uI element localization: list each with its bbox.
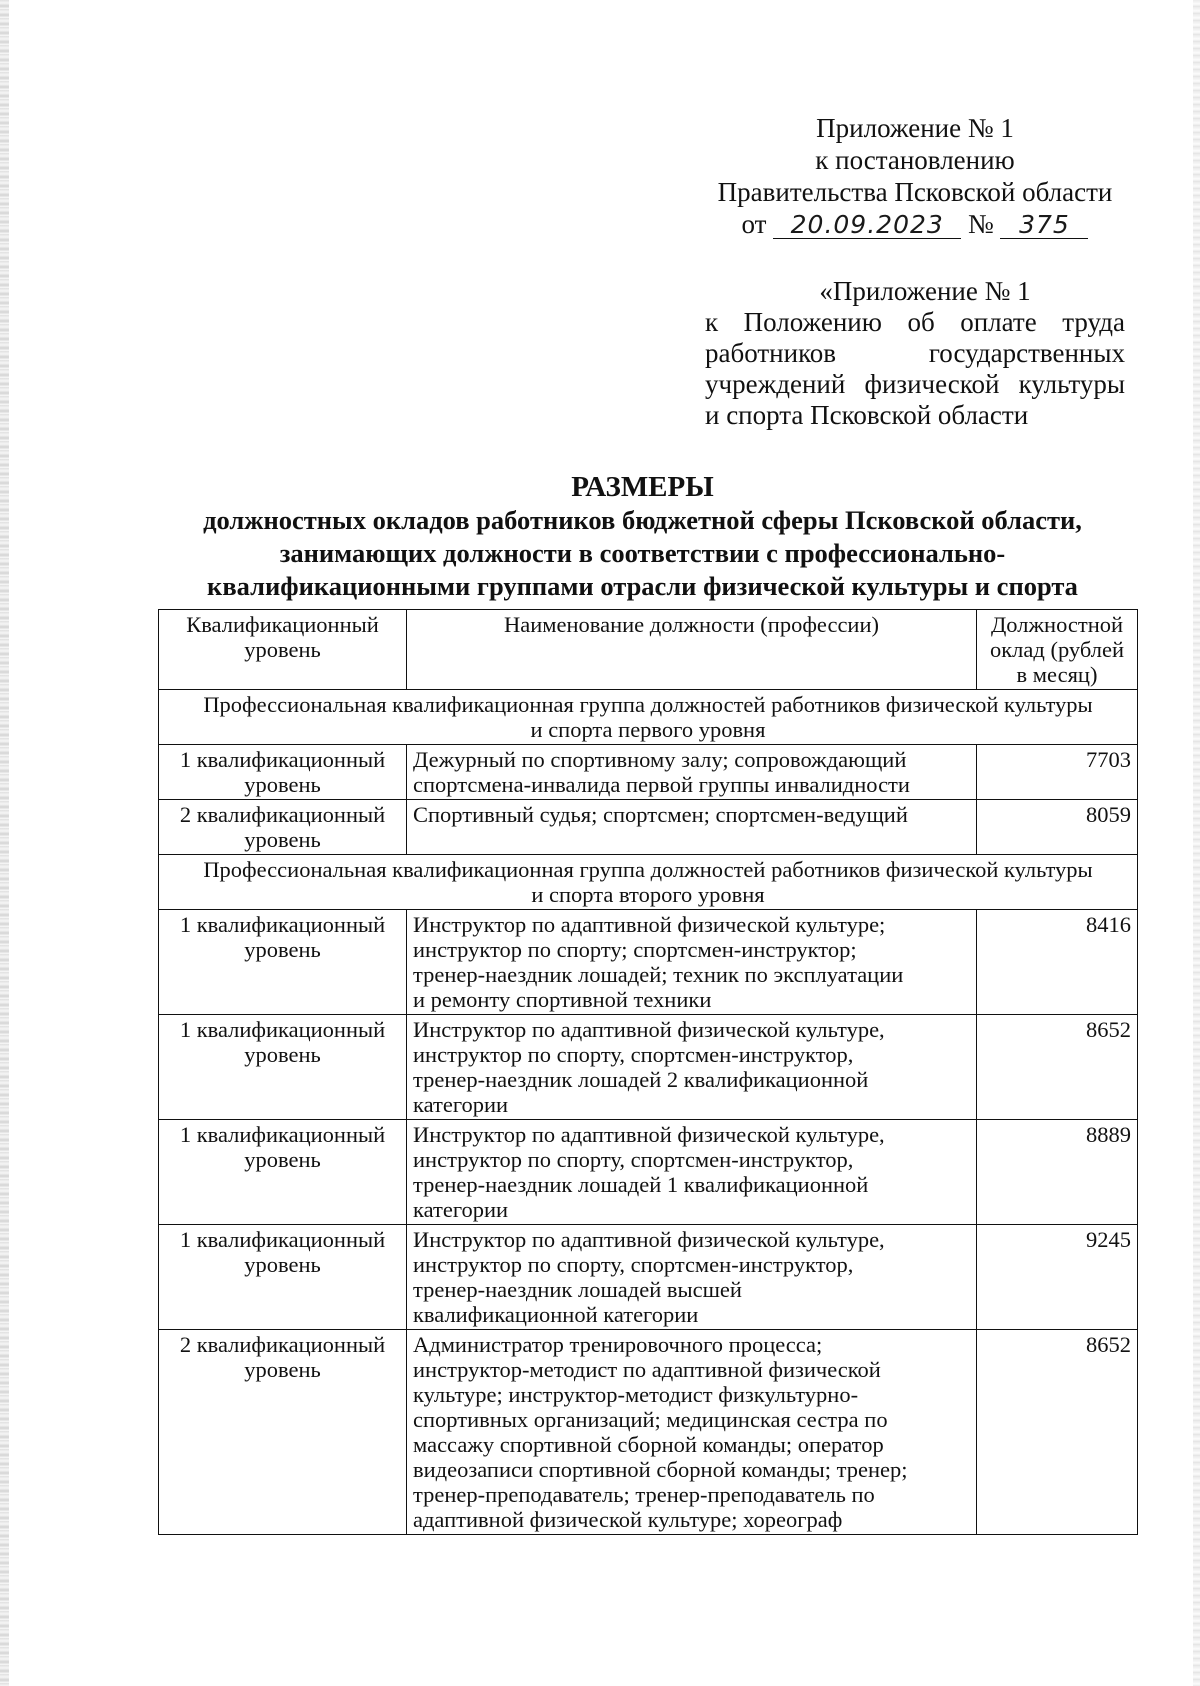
document-title [150, 470, 1135, 603]
regulation-line: и спорта Псковской области [705, 400, 1029, 430]
salary-cell: 8889 [977, 1120, 1138, 1225]
position-cell: Инструктор по адаптивной физической культуре, инструктор по спорту, спортсмен-инструктор, тренер-наездник лошадей высшей квалификационной категории [407, 1225, 977, 1330]
date-prefix: от [741, 209, 767, 239]
appendix-line-1: Приложение № 1 [816, 113, 1014, 143]
header-level: Квалификационный уровень [159, 610, 407, 690]
regulation-reference [705, 276, 1125, 431]
table-row [159, 910, 1138, 1015]
group-title: Профессиональная квалификационная группа должностей работников физической культуры и спорта первого уровня [159, 690, 1138, 745]
level-cell: 1 квалификационный уровень [159, 1015, 407, 1120]
scan-edge-left [0, 0, 9, 1686]
table-row [159, 745, 1138, 800]
table-row [159, 800, 1138, 855]
appendix-date-line [680, 208, 1150, 240]
group-row [159, 855, 1138, 910]
salary-cell: 8652 [977, 1015, 1138, 1120]
title-line: занимающих должности в соответствии с профессионально- [279, 538, 1006, 568]
header-position-name: Наименование должности (профессии) [407, 610, 977, 690]
level-cell: 1 квалификационный уровень [159, 1120, 407, 1225]
salary-cell: 9245 [977, 1225, 1138, 1330]
position-cell: Спортивный судья; спортсмен; спортсмен-ведущий [407, 800, 977, 855]
regulation-line: к Положению об оплате труда [705, 307, 1125, 337]
level-cell: 2 квалификационный уровень [159, 1330, 407, 1535]
table-row [159, 1120, 1138, 1225]
salary-table [158, 609, 1138, 1535]
salary-cell: 8652 [977, 1330, 1138, 1535]
table-row [159, 1225, 1138, 1330]
handwritten-number: 375 [1000, 212, 1088, 239]
appendix-line-3: Правительства Псковской области [717, 177, 1113, 207]
position-cell: Инструктор по адаптивной физической культуре, инструктор по спорту, спортсмен-инструктор, тренер-наездник лошадей 2 квалификационной категории [407, 1015, 977, 1120]
regulation-body [705, 307, 1125, 431]
regulation-line: учреждений физической культуры [705, 369, 1125, 399]
appendix-header [680, 112, 1150, 240]
table-header-row [159, 610, 1138, 690]
position-cell: Инструктор по адаптивной физической культуре, инструктор по спорту, спортсмен-инструктор, тренер-наездник лошадей 1 квалификационной категории [407, 1120, 977, 1225]
salary-cell: 7703 [977, 745, 1138, 800]
level-cell: 1 квалификационный уровень [159, 1225, 407, 1330]
header-salary: Должностной оклад (рублей в месяц) [977, 610, 1138, 690]
level-cell: 2 квалификационный уровень [159, 800, 407, 855]
position-cell: Администратор тренировочного процесса; инструктор-методист по адаптивной физической культуре; инструктор-методист физкультурно- спортивных организаций; медицинская сестра по массажу спортивной сборной команды; оператор видеозаписи спортивной сборной команды; тренер; тренер-преподаватель; тренер-преподаватель по адаптивной физической культуре; хореограф [407, 1330, 977, 1535]
appendix-line-2: к постановлению [815, 145, 1015, 175]
level-cell: 1 квалификационный уровень [159, 910, 407, 1015]
salary-cell: 8416 [977, 910, 1138, 1015]
salary-cell: 8059 [977, 800, 1138, 855]
group-title: Профессиональная квалификационная группа должностей работников физической культуры и спорта второго уровня [159, 855, 1138, 910]
regulation-first-line: «Приложение № 1 [819, 276, 1031, 306]
table-row [159, 1330, 1138, 1535]
position-cell: Дежурный по спортивному залу; сопровождающий спортсмена-инвалида первой группы инвалидности [407, 745, 977, 800]
scan-edge-right [1193, 0, 1200, 1686]
title-line: квалификационными группами отрасли физической культуры и спорта [207, 571, 1078, 601]
title-line: должностных окладов работников бюджетной сферы Псковской области, [203, 505, 1082, 535]
title-main: РАЗМЕРЫ [571, 471, 714, 503]
handwritten-date: 20.09.2023 [773, 212, 961, 239]
regulation-line: работников государственных [705, 338, 1125, 368]
group-row [159, 690, 1138, 745]
position-cell: Инструктор по адаптивной физической культуре; инструктор по спорту; спортсмен-инструктор; тренер-наездник лошадей; техник по эксплуатации и ремонту спортивной техники [407, 910, 977, 1015]
level-cell: 1 квалификационный уровень [159, 745, 407, 800]
table-row [159, 1015, 1138, 1120]
number-label: № [967, 209, 994, 239]
